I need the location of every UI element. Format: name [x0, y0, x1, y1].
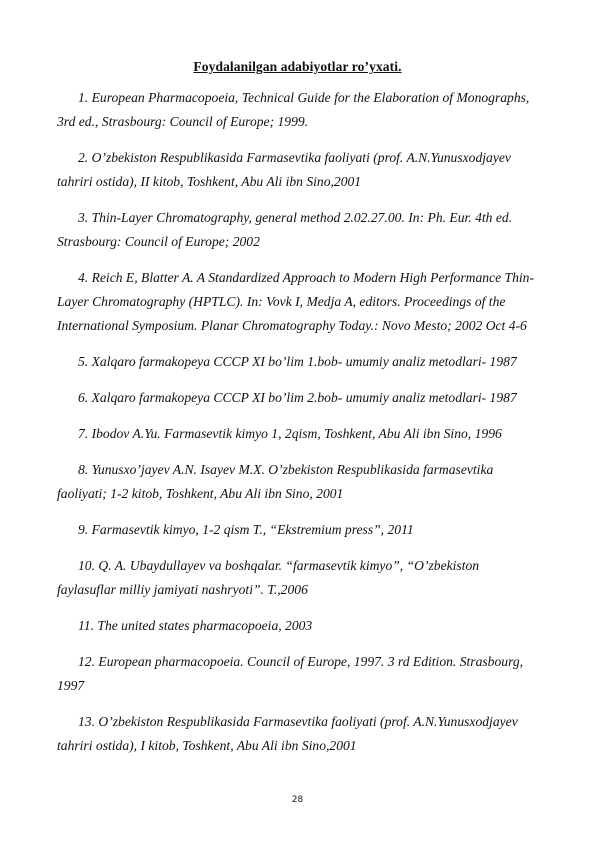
reference-item: 4. Reich E, Blatter A. A Standardized Approach to Modern High Performance Thin-Layer Chromatography (HPTLC). In: Vovk I, Medja A, editors. Proceedings of the International Symposium. Planar Chromatography Today.: Novo Mesto; 2002 Oct 4-6 — [57, 270, 534, 333]
reference-list — [57, 86, 541, 770]
reference-item: 1. European Pharmacopoeia, Technical Guide for the Elaboration of Monographs, 3rd ed., Strasbourg: Council of Europe; 1999. — [57, 90, 530, 129]
reference-item: 7. Ibodov A.Yu. Farmasevtik kimyo 1, 2qism, Toshkent, Abu Ali ibn Sino, 1996 — [78, 426, 502, 441]
reference-item: 3. Thin-Layer Chromatography, general method 2.02.27.00. In: Ph. Eur. 4th ed. Strasbourg: Council of Europe; 2002 — [57, 210, 513, 249]
reference-item: 10. Q. A. Ubaydullayev va boshqalar. “farmasevtik kimyo”, “O’zbekiston faylasuflar milliy jamiyati nashryoti”. T.,2006 — [57, 558, 480, 597]
page-title: Foydalanilgan adabiyotlar ro’yxati. — [193, 59, 402, 74]
reference-item: 9. Farmasevtik kimyo, 1-2 qism T., “Ekstremium press”, 2011 — [78, 522, 414, 537]
page-number: 28 — [291, 795, 304, 805]
reference-item: 5. Xalqaro farmakopeya CCCP XI bo’lim 1.bob- umumiy analiz metodlari- 1987 — [78, 354, 517, 369]
reference-item: 2. O’zbekiston Respublikasida Farmasevtika faoliyati (prof. A.N.Yunusxodjayev tahriri ostida), II kitob, Toshkent, Abu Ali ibn Sino,2001 — [57, 150, 511, 189]
reference-item: 12. European pharmacopoeia. Council of Europe, 1997. 3 rd Edition. Strasbourg, 1997 — [57, 654, 524, 693]
reference-item: 13. O’zbekiston Respublikasida Farmasevtika faoliyati (prof. A.N.Yunusxodjayev tahriri ostida), I kitob, Toshkent, Abu Ali ibn Sino,2001 — [57, 714, 518, 753]
reference-item: 8. Yunusxo’jayev A.N. Isayev M.X. O’zbekiston Respublikasida farmasevtika faoliyati; 1-2 kitob, Toshkent, Abu Ali ibn Sino, 2001 — [57, 462, 494, 501]
reference-item: 11. The united states pharmacopoeia, 2003 — [78, 618, 313, 633]
reference-item: 6. Xalqaro farmakopeya CCCP XI bo’lim 2.bob- umumiy analiz metodlari- 1987 — [78, 390, 517, 405]
